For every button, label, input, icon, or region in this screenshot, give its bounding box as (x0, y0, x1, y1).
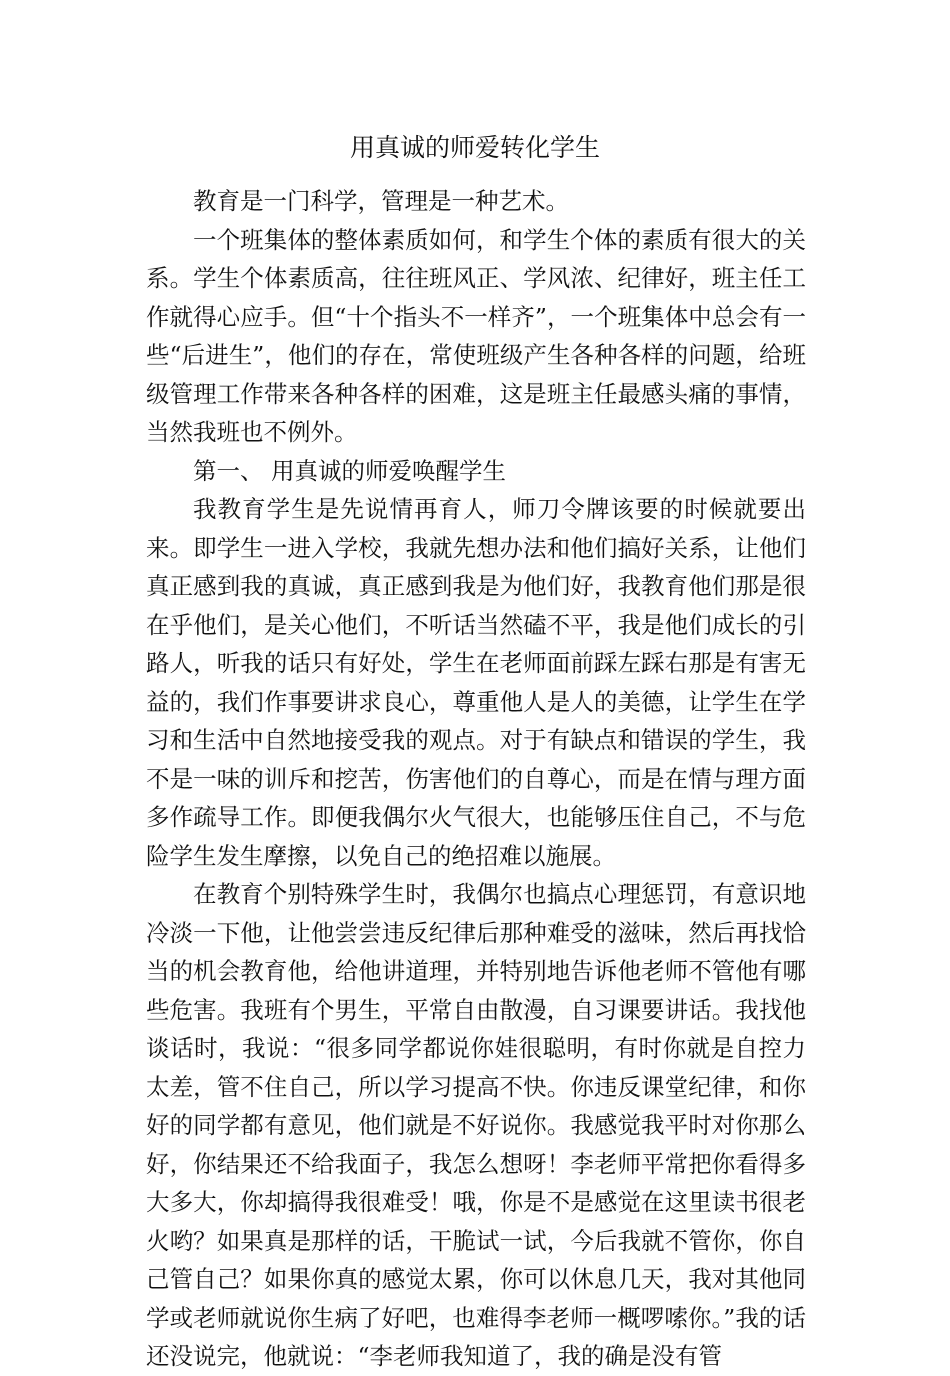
paragraph-intro: 教育是一门科学，管理是一种艺术。 (193, 187, 569, 215)
paragraph-class-quality: 一个班集体的整体素质如何，和学生个体的素质有很大的关系。学生个体素质高，往往班风正、学风浓、纪律好，班主任工作就得心应手。但“十个指头不一样齐”，一个班集体中总会有一些“后进生”，他们的存在，常使班级产生各种各样的问题，给班级管理工作带来各种各样的困难，这是班主任最感头痛的事情，当然我班也不例外。 (146, 225, 806, 446)
paragraph-example: 在教育个别特殊学生时，我偶尔也搞点心理惩罚，有意识地冷淡一下他，让他尝尝违反纪律后那种难受的滋味，然后再找恰当的机会教育他，给他讲道理，并特别地告诉他老师不管他有哪些危害。我班有个男生，平常自由散漫，自习课要讲话。我找他谈话时，我说：“很多同学都说你娃很聪明，有时你就是自控力太差，管不住自己，所以学习提高不快。你违反课堂纪律，和你好的同学都有意见，他们就是不好说你。我感觉我平时对你那么好，你结果还不给我面子，我怎么想呀！李老师平常把你看得多大多大，你却搞得我很难受！哦，你是不是感觉在这里读书很老火哟？如果真是那样的话，干脆试一试，今后我就不管你，你自己管自己？如果你真的感觉太累，你可以休息几天，我对其他同学或老师就说你生病了好吧，也难得李老师一概啰嗦你。”我的话还没说完，他就说：“李老师我知道了，我的确是没有管 (146, 880, 806, 1370)
section-heading-1: 第一、 用真诚的师爱唤醒学生 (193, 456, 506, 485)
document-body (146, 182, 806, 1376)
document-title: 用真诚的师爱转化学生 (349, 133, 600, 162)
paragraph-method: 我教育学生是先说情再育人，师刀令牌该要的时候就要出来。即学生一进入学校，我就先想办法和他们搞好关系，让他们真正感到我的真诚，真正感到我是为他们好，我教育他们那是很在乎他们，是关心他们，不听话当然磕不平，我是他们成长的引路人，听我的话只有好处，学生在老师面前踩左踩右那是有害无益的，我们作事要讲求良心，尊重他人是人的美德，让学生在学习和生活中自然地接受我的观点。对于有缺点和错误的学生，我不是一味的训斥和挖苦，伤害他们的自尊心，而是在情与理方面多作疏导工作。即便我偶尔火气很大，也能够压住自己，不与危险学生发生摩擦，以免自己的绝招难以施展。 (146, 495, 806, 870)
